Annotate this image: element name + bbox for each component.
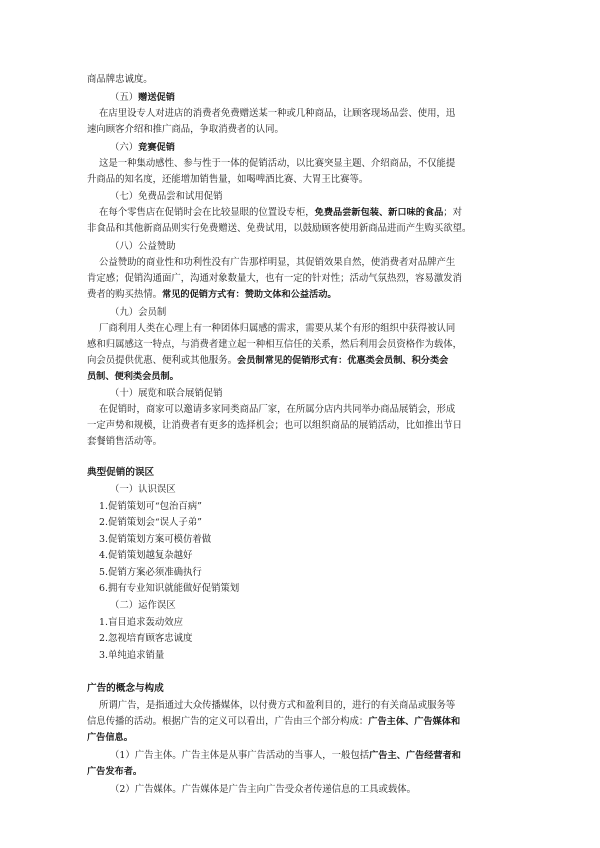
paragraph-line: 厂商利用人类在心理上有一种团体归属感的需求，需要从某个有形的组织中获得被认同 — [99, 323, 456, 334]
paragraph-line: 肯定感；促销沟通面广，沟通对象数量大，也有一定的针对性；活动气氛热烈，容易激发消 — [87, 273, 463, 284]
paragraph-line: 广告信息。 — [87, 732, 133, 743]
paragraph-line: 在每个零售店在促销时会在比较显眼的位置设专柜，免费品尝新包装、新口味的食品；对 — [99, 207, 463, 218]
section-heading-membership: （九）会员制 — [110, 307, 167, 318]
list-item: 1.盲目追求轰动效应 — [99, 617, 183, 628]
paragraph-line: 非食品和其他新商品则实行免费赠送、免费试用，以鼓励顾客使用新商品进而产生购买欲望。 — [87, 223, 472, 234]
paragraph-line: 这是一种集动感性、参与性于一体的促销活动，以比赛突显主题、介绍商品，不仅能提 — [99, 158, 456, 169]
paragraph-line: 公益赞助的商业性和功利性没有广告那样明显，其促销效果自然，使消费者对品牌产生 — [99, 257, 456, 268]
list-item: 2.忽视培育顾客忠诚度 — [99, 633, 193, 644]
list-item: 5.促销方案必须准确执行 — [99, 567, 202, 578]
paragraph-line: 向会员提供优惠、便利或其他服务。会员制常见的促销形式有：优惠类会员制、积分类会 — [87, 355, 449, 366]
paragraph-line: 商品牌忠诚度。 — [87, 74, 153, 85]
paragraph-line: 升商品的知名度，还能增加销售量，如喝啤酒比赛、大胃王比赛等。 — [87, 174, 369, 185]
list-item: 4.促销策划越复杂越好 — [99, 550, 193, 561]
section-heading-public-sponsorship: （八）公益赞助 — [110, 241, 176, 252]
paragraph-line: 套餐销售活动等。 — [87, 436, 163, 447]
subsection-heading: （二）运作误区 — [110, 600, 176, 611]
section-heading-free-trial: （七）免费品尝和试用促销 — [110, 191, 223, 202]
paragraph-line: 信息传播的活动。根据广告的定义可以看出，广告由三个部分构成：广告主体、广告媒体和 — [87, 716, 461, 727]
paragraph-line: 感和归属感这一特点，与消费者建立起一种相互信任的关系，然后利用会员资格作为载体， — [87, 339, 463, 350]
list-item: 2.促销策划会“误人子弟” — [99, 517, 202, 528]
list-item: 3.促销策划方案可模仿着做 — [99, 534, 212, 545]
section-heading-exhibition: （十）展览和联合展销促销 — [110, 388, 223, 399]
paragraph-line: 在促销时，商家可以邀请多家同类商品厂家，在所属分店内共同举办商品展销会，形成 — [99, 404, 456, 415]
section-title-misconceptions: 典型促销的误区 — [87, 467, 155, 478]
paragraph-line: 一定声势和规模，让消费者有更多的选择机会；也可以组织商品的展销活动，比如推出节日 — [87, 420, 463, 431]
subsection-heading: （一）认识误区 — [110, 484, 176, 495]
list-item: 3.单纯追求销量 — [99, 650, 165, 661]
paragraph-line: （1）广告主体。广告主体是从事广告活动的当事人，一般包括广告主、广告经营者和 — [110, 750, 461, 761]
paragraph-line: （2）广告媒体。广告媒体是广告主向广告受众者传递信息的工具或载体。 — [110, 784, 416, 795]
paragraph-line: 员制、便利类会员制。 — [87, 371, 179, 382]
section-title-advertising: 广告的概念与构成 — [87, 683, 164, 694]
paragraph-line: 费者的购买热情。常见的促销方式有：赞助文体和公益活动。 — [87, 289, 337, 300]
paragraph-line: 广告发布者。 — [87, 766, 143, 777]
paragraph-line: 在店里设专人对进店的消费者免费赠送某一种或几种商品，让顾客现场品尝、使用，迅 — [99, 108, 456, 119]
list-item: 6.拥有专业知识就能做好促销策划 — [99, 583, 240, 594]
paragraph-line: 速向顾客介绍和推广商品，争取消费者的认同。 — [87, 124, 284, 135]
section-heading-gift-promotion: （五）赠送促销 — [110, 92, 175, 103]
paragraph-line: 所谓广告，是指通过大众传播媒体，以付费方式和盈利目的，进行的有关商品或服务等 — [99, 700, 456, 711]
list-item: 1.促销策划可“包治百病” — [99, 501, 202, 512]
section-heading-contest-promotion: （六）竞赛促销 — [110, 142, 175, 153]
